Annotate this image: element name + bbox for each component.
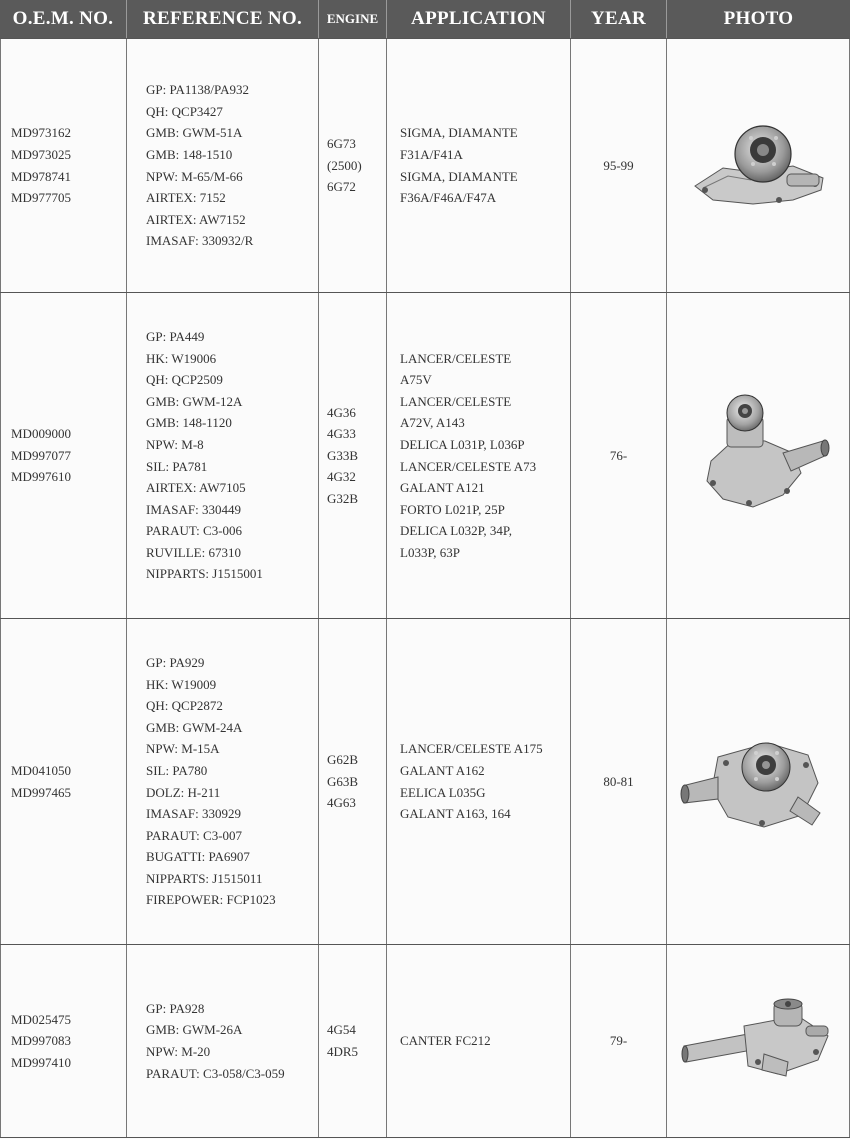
reference-number: FIREPOWER: FCP1023 — [146, 892, 276, 908]
engine-cell — [319, 39, 387, 292]
oem-number: MD973025 — [11, 146, 71, 162]
reference-number: NIPPARTS: J1515011 — [146, 870, 263, 886]
reference-number: SIL: PA781 — [146, 458, 208, 474]
application-line: LANCER/CELESTE — [400, 350, 512, 366]
reference-number: NPW: M-8 — [146, 436, 204, 452]
header-engine: ENGINE — [319, 0, 387, 38]
water-pump-photo — [683, 391, 833, 521]
reference-number: IMASAF: 330932/R — [146, 233, 254, 249]
oem-number: MD997610 — [11, 469, 71, 485]
oem-number: MD997083 — [11, 1033, 71, 1049]
oem-number: MD973162 — [11, 125, 71, 141]
water-pump-photo — [678, 727, 838, 837]
oem-number: MD978741 — [11, 168, 71, 184]
table-row — [0, 944, 850, 1137]
application-line: GALANT A163, 164 — [400, 806, 511, 822]
application-line: F31A/F41A — [400, 146, 463, 162]
engine-cell — [319, 293, 387, 618]
photo-cell — [667, 945, 850, 1137]
engine-code: 4G36 — [327, 404, 356, 420]
reference-number: HK: W19006 — [146, 350, 217, 366]
application-cell — [387, 293, 571, 618]
year-range: 76- — [609, 447, 628, 463]
year-cell — [571, 293, 667, 618]
header-photo: PHOTO — [723, 8, 794, 29]
year-range: 95-99 — [603, 157, 634, 173]
reference-number: PARAUT: C3-007 — [146, 827, 243, 843]
reference-number: HK: W19009 — [146, 676, 217, 692]
application-line: F36A/F46A/F47A — [400, 190, 497, 206]
reference-number: BUGATTI: PA6907 — [146, 849, 250, 865]
reference-number: GP: PA449 — [146, 328, 205, 344]
year-cell — [571, 945, 667, 1137]
application-line: GALANT A121 — [400, 480, 485, 496]
reference-number: GMB: GWM-26A — [146, 1022, 243, 1038]
oem-cell — [0, 39, 127, 292]
reference-cell — [127, 39, 319, 292]
reference-number: GMB: GWM-12A — [146, 393, 243, 409]
reference-number: GP: PA929 — [146, 654, 205, 670]
engine-code: 6G73 — [327, 136, 356, 152]
engine-code: (2500) — [327, 157, 362, 173]
year-cell — [571, 39, 667, 292]
reference-number: GMB: GWM-51A — [146, 125, 243, 141]
table-header — [0, 0, 850, 38]
table-row — [0, 618, 850, 944]
oem-cell — [0, 619, 127, 944]
engine-code: G33B — [327, 447, 359, 463]
oem-number: MD009000 — [11, 426, 71, 442]
reference-number: IMASAF: 330929 — [146, 806, 241, 822]
engine-cell — [319, 945, 387, 1137]
reference-number: PARAUT: C3-006 — [146, 523, 243, 539]
oem-number: MD997410 — [11, 1054, 71, 1070]
application-line: EELICA L035G — [400, 784, 486, 800]
engine-code: 4DR5 — [327, 1044, 359, 1059]
application-line: L033P, 63P — [400, 544, 460, 560]
oem-cell — [0, 293, 127, 618]
application-line: A72V, A143 — [400, 415, 465, 431]
engine-code: G63B — [327, 773, 359, 789]
year-cell — [571, 619, 667, 944]
application-line: LANCER/CELESTE — [400, 393, 512, 409]
reference-number: AIRTEX: AW7152 — [146, 211, 246, 227]
photo-cell — [667, 619, 850, 944]
year-range: 79- — [609, 1033, 628, 1049]
water-pump-photo — [683, 116, 833, 216]
oem-number: MD025475 — [11, 1011, 71, 1027]
reference-number: GP: PA1138/PA932 — [146, 82, 249, 98]
reference-number: GMB: 148-1120 — [146, 415, 232, 431]
reference-number: QH: QCP2872 — [146, 698, 223, 714]
table-row — [0, 292, 850, 618]
reference-cell — [127, 945, 319, 1137]
reference-number: DOLZ: H-211 — [146, 784, 221, 800]
application-line: CANTER FC212 — [400, 1033, 491, 1049]
header-reference: REFERENCE NO. — [127, 0, 319, 38]
application-line: SIGMA, DIAMANTE — [400, 125, 518, 141]
application-line: FORTO L021P, 25P — [400, 501, 505, 517]
reference-number: NPW: M-65/M-66 — [146, 168, 243, 184]
application-line: A75V — [400, 372, 432, 388]
reference-number: AIRTEX: AW7105 — [146, 480, 246, 496]
engine-code: 6G72 — [327, 179, 356, 195]
oem-number: MD997465 — [11, 784, 71, 800]
reference-number: GP: PA928 — [146, 1000, 205, 1016]
reference-number: GMB: 148-1510 — [146, 146, 233, 162]
engine-code: 4G63 — [327, 795, 356, 811]
reference-number: SIL: PA780 — [146, 762, 208, 778]
header-year: YEAR — [571, 0, 667, 38]
engine-code: 4G54 — [327, 1022, 356, 1038]
engine-code: G62B — [327, 752, 359, 768]
application-line: LANCER/CELESTE A175 — [400, 741, 543, 757]
engine-cell — [319, 619, 387, 944]
engine-code: 4G33 — [327, 426, 356, 442]
engine-code: G32B — [327, 490, 359, 506]
engine-code: 4G32 — [327, 469, 356, 485]
oem-number: MD041050 — [11, 762, 71, 778]
reference-number: QH: QCP3427 — [146, 103, 223, 119]
application-line: SIGMA, DIAMANTE — [400, 168, 518, 184]
photo-cell — [667, 293, 850, 618]
reference-number: RUVILLE: 67310 — [146, 544, 241, 560]
reference-number: NIPPARTS: J1515001 — [146, 566, 263, 582]
oem-number: MD977705 — [11, 190, 71, 206]
year-range: 80-81 — [603, 773, 634, 789]
application-line: DELICA L031P, L036P — [400, 436, 525, 452]
reference-number: NPW: M-15A — [146, 741, 220, 757]
oem-cell — [0, 945, 127, 1137]
reference-cell — [127, 293, 319, 618]
reference-cell — [127, 619, 319, 944]
application-line: LANCER/CELESTE A73 — [400, 458, 537, 474]
reference-number: QH: QCP2509 — [146, 372, 223, 388]
header-application: APPLICATION — [387, 0, 571, 38]
application-cell — [387, 39, 571, 292]
reference-number: IMASAF: 330449 — [146, 501, 241, 517]
reference-number: PARAUT: C3-058/C3-059 — [146, 1065, 285, 1081]
photo-cell — [667, 39, 850, 292]
application-line: GALANT A162 — [400, 762, 485, 778]
reference-number: NPW: M-20 — [146, 1044, 211, 1059]
application-line: DELICA L032P, 34P, — [400, 523, 512, 539]
oem-number: MD997077 — [11, 447, 71, 463]
header-oem: O.E.M. NO. — [0, 0, 127, 38]
reference-number: GMB: GWM-24A — [146, 719, 243, 735]
water-pump-photo — [678, 996, 838, 1086]
application-cell — [387, 619, 571, 944]
application-cell — [387, 945, 571, 1137]
table-row — [0, 38, 850, 292]
reference-number: AIRTEX: 7152 — [146, 190, 226, 206]
table-bottom-border — [0, 1137, 850, 1138]
